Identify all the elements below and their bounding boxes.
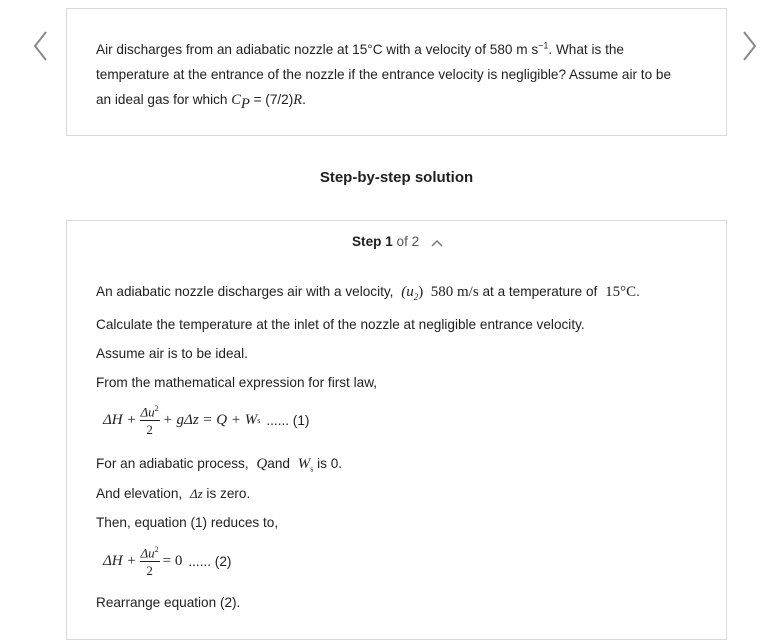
eq1-lhs: ΔH + (103, 412, 137, 429)
solution-paragraph-2: Calculate the temperature at the inlet of the nozzle at negligible entrance velocity. (96, 317, 585, 332)
eq2-rest: = 0 (162, 553, 183, 570)
question-text (96, 37, 706, 113)
p1-period: . (636, 284, 640, 299)
question-line-2: temperature at the entrance of the nozzle if the entrance velocity is negligible? Assume air to be (96, 67, 672, 82)
eq2-lhs: ΔH + (103, 553, 137, 570)
step-label: Step 1 (351, 234, 393, 249)
velocity-expression: $(u_2)$ 580 m/s (401, 284, 479, 302)
p1-text-2: at a temperature of (482, 284, 598, 299)
previous-button[interactable] (26, 26, 56, 66)
equation-1 (103, 405, 309, 436)
question-card (66, 8, 727, 136)
chevron-left-icon (26, 26, 56, 66)
next-button[interactable] (734, 26, 764, 66)
question-exponent: −1 (538, 40, 549, 51)
eq1-rest: + gΔz = Q + W (162, 412, 258, 429)
eq1-label: ...... (1) (266, 413, 310, 429)
cp-subscript: P (240, 95, 250, 112)
question-period: . (302, 92, 306, 107)
section-title: Step-by-step solution (319, 169, 474, 186)
solution-paragraph-6: And elevation, Δz is zero. (96, 486, 251, 501)
solution-paragraph-5: For an adiabatic process, Qand $W_s$ is 0. (96, 456, 343, 474)
solution-paragraph-3: Assume air is to be ideal. (96, 346, 248, 361)
question-line-1-end: . What is the (548, 42, 624, 57)
solution-paragraph-4: From the mathematical expression for first law, (96, 375, 378, 390)
question-line-3: an ideal gas for which (96, 92, 232, 107)
p1-text: An adiabatic nozzle discharges air with a velocity, (96, 284, 394, 299)
solution-card (66, 220, 727, 640)
solution-paragraph-8: Rearrange equation (2). (96, 595, 241, 610)
eq2-label: ...... (2) (188, 554, 232, 570)
chevron-right-icon (734, 26, 764, 66)
eq1-subscript: s (257, 416, 261, 426)
cp-value: = (7/2) (249, 92, 294, 107)
cp-variable: C (231, 92, 241, 108)
solution-paragraph-7: Then, equation (1) reduces to, (96, 515, 279, 530)
q-variable: Q (256, 456, 268, 472)
w-variable: W (297, 456, 311, 472)
step-count: of 2 (396, 234, 420, 249)
eq2-fraction: $\frac{\Delta u^2}{2}$ (140, 545, 159, 579)
equation-2 (103, 546, 231, 577)
eq1-fraction: $\frac{\Delta u^2}{2}$ (140, 404, 159, 438)
temperature-value: 15°C (605, 284, 637, 300)
chevron-up-icon[interactable] (431, 235, 443, 250)
question-line-1: Air discharges from an adiabatic nozzle at 15°C with a velocity of 580 m s (96, 42, 539, 57)
step-toggle[interactable] (67, 234, 728, 250)
solution-paragraph-1 (96, 284, 640, 301)
dz-variable: Δz (189, 486, 203, 501)
r-variable: R (293, 92, 303, 108)
